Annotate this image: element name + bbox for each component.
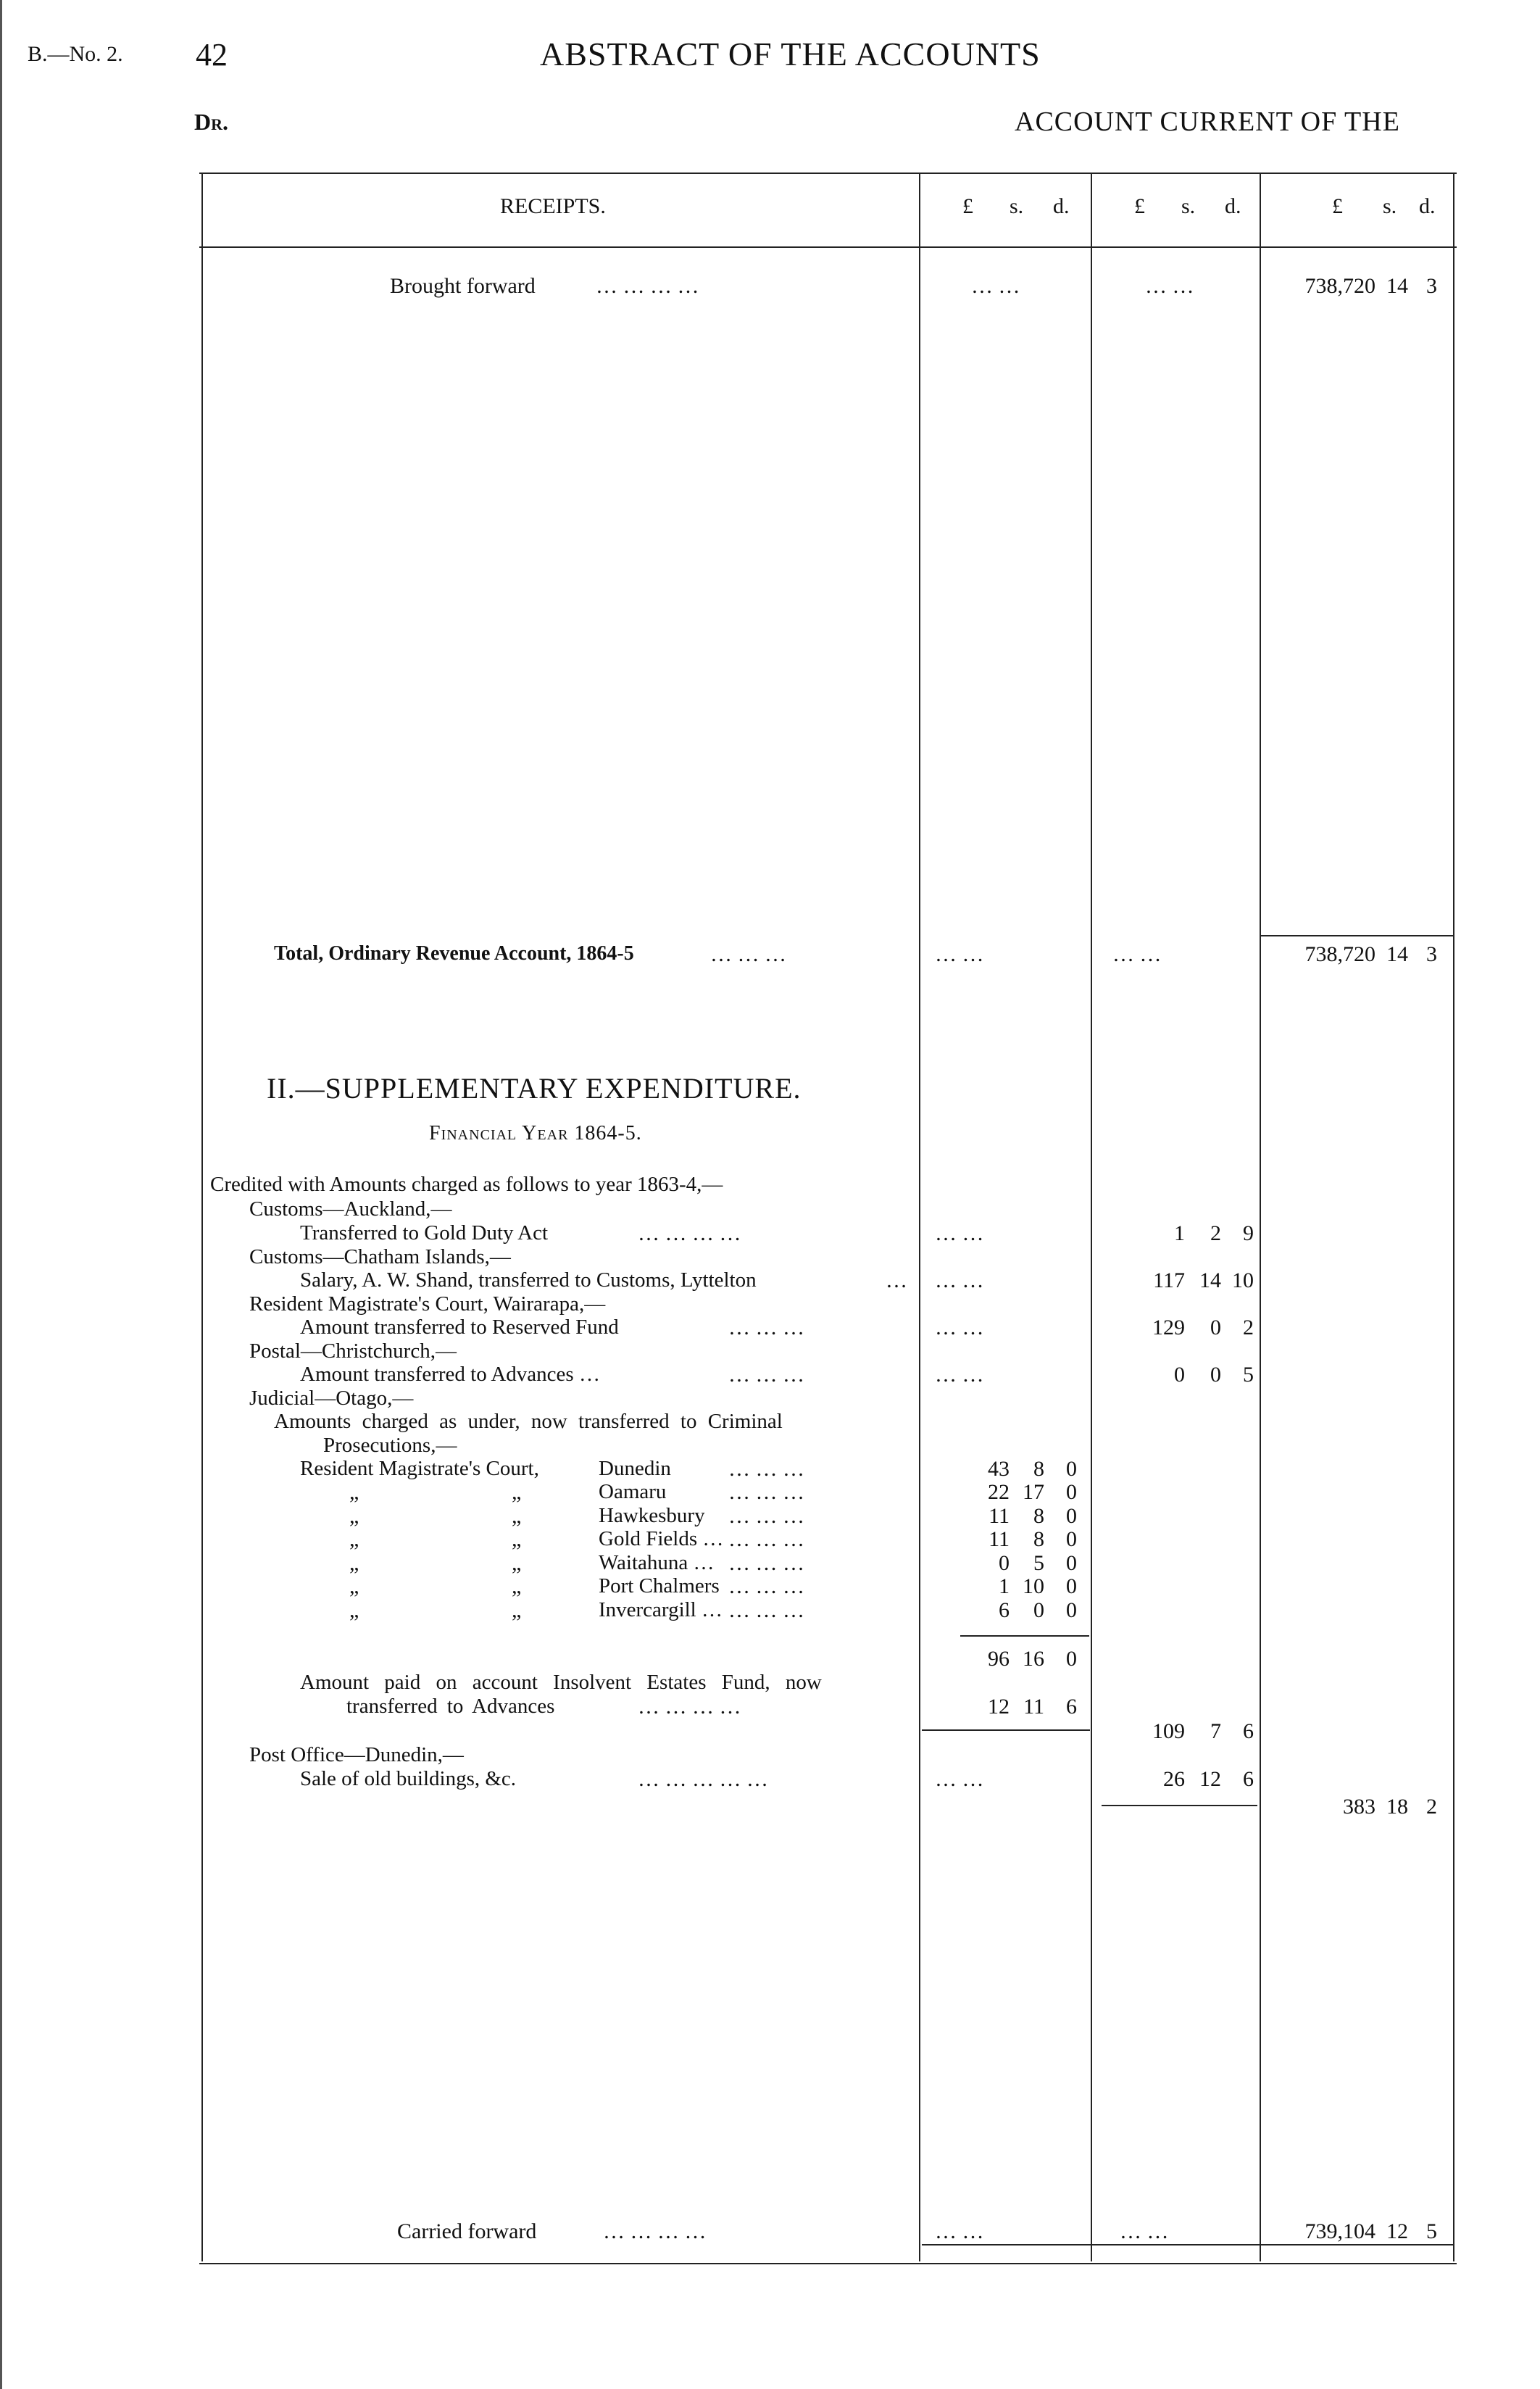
court-name: Waitahuna … — [599, 1551, 715, 1574]
court-name: Gold Fields … — [599, 1527, 724, 1550]
pounds-value: 117 — [1153, 1268, 1185, 1292]
post-office-heading: Post Office—Dunedin,— — [249, 1743, 464, 1766]
shillings-value: 0 — [1210, 1316, 1221, 1339]
carried-forward-label: Carried forward — [397, 2219, 537, 2243]
column-1-placeholder: … … — [935, 2219, 984, 2243]
pounds-value: 383 — [1343, 1795, 1375, 1819]
ditto-mark: „ — [512, 1598, 522, 1622]
brought-forward-label: Brought forward — [390, 274, 536, 298]
column-1-placeholder: … … — [935, 1767, 984, 1791]
table-bottom-rule — [199, 2263, 1457, 2264]
ditto-mark: „ — [512, 1504, 522, 1528]
page-number: 42 — [196, 37, 228, 72]
total-ordinary-amount — [1260, 942, 1453, 971]
pence-header: d. — [1053, 194, 1070, 218]
subtotal-rule — [960, 1635, 1089, 1637]
shillings-value: 11 — [1023, 1695, 1044, 1719]
pence-value: 2 — [1426, 1795, 1437, 1819]
shillings-value: 14 — [1199, 1268, 1221, 1292]
brought-forward-total — [1260, 274, 1453, 303]
insolvent-line-1: Amount paid on account Insolvent Estates Fund, now — [300, 1671, 822, 1694]
pence-header: d. — [1225, 194, 1241, 218]
pounds-value: 11 — [988, 1504, 1010, 1528]
ditto-mark: „ — [512, 1574, 522, 1598]
column-divider-1 — [919, 174, 920, 2261]
pounds-value: 1 — [1174, 1221, 1185, 1245]
shillings-value: 17 — [1023, 1480, 1044, 1504]
column-header-2 — [1091, 194, 1260, 223]
column-2-placeholder: … … — [1145, 274, 1194, 298]
rm-court-label: Resident Magistrate's Court, — [300, 1457, 539, 1480]
leader-dots: … … … — [728, 1504, 804, 1528]
pence-value: 0 — [1066, 1504, 1077, 1528]
account-current-heading: ACCOUNT CURRENT OF THE — [1015, 107, 1400, 137]
leader-dots: … … … … … — [638, 1767, 768, 1791]
leader-dots: … … … … — [603, 2219, 707, 2243]
court-name: Invercargill … — [599, 1598, 723, 1621]
ditto-mark: „ — [512, 1527, 522, 1551]
customs-chatham-heading: Customs—Chatham Islands,— — [249, 1245, 511, 1268]
pence-value: 9 — [1243, 1221, 1254, 1245]
credited-line: Credited with Amounts charged as follows to year 1863-4,— — [210, 1173, 723, 1196]
table-right-border — [1453, 174, 1454, 2261]
rm-wairarapa-heading: Resident Magistrate's Court, Wairarapa,— — [249, 1292, 606, 1316]
column-1-placeholder: … … — [935, 1268, 984, 1292]
ditto-mark: „ — [349, 1574, 359, 1598]
court-name: Oamaru — [599, 1480, 667, 1503]
shillings-value: 12 — [1386, 2219, 1408, 2243]
ditto-mark: „ — [349, 1527, 359, 1551]
column-header-3 — [1260, 194, 1453, 223]
column-1-placeholder: … … — [935, 1363, 984, 1387]
total-rule — [1260, 935, 1453, 936]
pence-value: 0 — [1066, 1647, 1077, 1671]
leader-dots: … … … … — [638, 1221, 741, 1245]
supplementary-total — [1260, 1795, 1453, 1824]
pounds-value: 11 — [988, 1527, 1010, 1551]
ditto-mark: „ — [349, 1598, 359, 1622]
court-amount — [919, 1598, 1091, 1627]
shillings-value: 12 — [1199, 1767, 1221, 1791]
table-header-rule — [199, 246, 1457, 248]
pence-value: 0 — [1066, 1574, 1077, 1598]
leader-dots: … — [886, 1268, 907, 1292]
pence-value: 5 — [1426, 2219, 1437, 2243]
shillings-header: s. — [1010, 194, 1024, 218]
leader-dots: … … … — [728, 1363, 804, 1387]
pence-value: 0 — [1066, 1527, 1077, 1551]
shillings-header: s. — [1181, 194, 1196, 218]
pence-value: 10 — [1232, 1268, 1254, 1292]
pence-value: 6 — [1066, 1695, 1077, 1719]
salary-amount — [1091, 1268, 1260, 1297]
judicial-otago-heading: Judicial—Otago,— — [249, 1387, 414, 1410]
pence-value: 0 — [1066, 1480, 1077, 1504]
leader-dots: … … … — [728, 1527, 804, 1551]
pounds-value: 43 — [988, 1457, 1010, 1481]
shillings-value: 14 — [1386, 942, 1408, 966]
pence-value: 0 — [1066, 1457, 1077, 1481]
column-divider-3 — [1260, 174, 1261, 2261]
pounds-value: 26 — [1163, 1767, 1185, 1791]
pence-value: 5 — [1243, 1363, 1254, 1387]
scan-edge-line — [0, 0, 2, 2389]
pounds-header: £ — [962, 194, 973, 218]
pounds-header: £ — [1134, 194, 1145, 218]
column-2-placeholder: … … — [1112, 942, 1162, 966]
insolvent-amount — [919, 1695, 1091, 1724]
leader-dots: … … … — [728, 1598, 804, 1622]
document-reference: B.—No. 2. — [28, 42, 123, 66]
shillings-value: 8 — [1033, 1504, 1044, 1528]
ditto-mark: „ — [349, 1551, 359, 1575]
column-1-placeholder: … … — [935, 942, 984, 966]
pounds-value: 96 — [988, 1647, 1010, 1671]
leader-dots: … … … — [710, 942, 786, 966]
leader-dots: … … … … — [638, 1695, 741, 1719]
pounds-value: 22 — [988, 1480, 1010, 1504]
subtotal-rule — [922, 1729, 1090, 1731]
advances-label: Amount transferred to Advances … — [300, 1363, 600, 1386]
shillings-value: 5 — [1033, 1551, 1044, 1575]
subtotal-rule — [1102, 1805, 1257, 1806]
pounds-value: 12 — [988, 1695, 1010, 1719]
leader-dots: … … … — [728, 1316, 804, 1339]
leader-dots: … … … — [728, 1551, 804, 1575]
leader-dots: … … … — [728, 1574, 804, 1598]
insolvent-line-2: transferred to Advances — [346, 1695, 555, 1718]
column-1-placeholder: … … — [935, 1316, 984, 1339]
pounds-value: 129 — [1152, 1316, 1185, 1339]
pence-header: d. — [1419, 194, 1436, 218]
column-2-placeholder: … … — [1120, 2219, 1169, 2243]
pounds-value: 0 — [1174, 1363, 1185, 1387]
table-top-rule — [199, 173, 1457, 174]
column-1-placeholder: … … — [935, 1221, 984, 1245]
column-header-1 — [919, 194, 1091, 223]
salary-label: Salary, A. W. Shand, transferred to Customs, Lyttelton — [300, 1268, 757, 1292]
shillings-value: 18 — [1386, 1795, 1408, 1819]
courts-subtotal — [919, 1647, 1091, 1676]
shillings-value: 0 — [1033, 1598, 1044, 1622]
receipts-heading: RECEIPTS. — [500, 194, 606, 218]
pence-value: 3 — [1426, 274, 1437, 298]
shillings-value: 10 — [1023, 1574, 1044, 1598]
table-left-border — [201, 174, 203, 2261]
pence-value: 3 — [1426, 942, 1437, 966]
page-title: ABSTRACT OF THE ACCOUNTS — [540, 36, 1041, 72]
ditto-mark: „ — [349, 1504, 359, 1528]
pence-value: 0 — [1066, 1598, 1077, 1622]
pence-value: 6 — [1243, 1767, 1254, 1791]
sale-label: Sale of old buildings, &c. — [300, 1767, 517, 1790]
ditto-mark: „ — [512, 1551, 522, 1575]
customs-auckland-heading: Customs—Auckland,— — [249, 1197, 452, 1221]
pounds-header: £ — [1332, 194, 1343, 218]
court-name: Port Chalmers — [599, 1574, 720, 1597]
postal-christchurch-heading: Postal—Christchurch,— — [249, 1339, 457, 1363]
debit-marker: Dr. — [194, 109, 228, 135]
section-heading: II.—SUPPLEMENTARY EXPENDITURE. — [267, 1072, 802, 1105]
pence-value: 0 — [1066, 1551, 1077, 1575]
shillings-value: 0 — [1210, 1363, 1221, 1387]
pounds-value: 1 — [999, 1574, 1010, 1598]
gold-duty-label: Transferred to Gold Duty Act — [300, 1221, 549, 1245]
amounts-charged-line: Amounts charged as under, now transferred to Criminal — [274, 1410, 783, 1433]
shillings-value: 2 — [1210, 1221, 1221, 1245]
column-1-placeholder: … … — [971, 274, 1020, 298]
shillings-value: 7 — [1210, 1719, 1221, 1743]
pence-value: 2 — [1243, 1316, 1254, 1339]
sale-amount — [1091, 1767, 1260, 1796]
pounds-value: 739,104 — [1304, 2219, 1375, 2243]
pounds-value: 738,720 — [1304, 942, 1375, 966]
shillings-value: 8 — [1033, 1527, 1044, 1551]
shillings-value: 16 — [1023, 1647, 1044, 1671]
gold-duty-amount — [1091, 1221, 1260, 1250]
pounds-value: 6 — [999, 1598, 1010, 1622]
carried-forward-total — [1260, 2219, 1453, 2248]
pence-value: 6 — [1243, 1719, 1254, 1743]
shillings-header: s. — [1383, 194, 1397, 218]
court-name: Dunedin — [599, 1457, 671, 1480]
leader-dots: … … … — [728, 1480, 804, 1504]
judicial-total — [1091, 1719, 1260, 1748]
ditto-mark: „ — [349, 1480, 359, 1504]
section-subheading: Financial Year 1864-5. — [429, 1122, 642, 1144]
pounds-value: 109 — [1152, 1719, 1185, 1743]
leader-dots: … … … … — [596, 274, 699, 298]
shillings-value: 8 — [1033, 1457, 1044, 1481]
reserved-fund-amount — [1091, 1316, 1260, 1345]
court-name: Hawkesbury — [599, 1504, 705, 1527]
column-divider-2 — [1091, 174, 1092, 2261]
total-ordinary-label: Total, Ordinary Revenue Account, 1864-5 — [274, 942, 634, 965]
leader-dots: … … … — [728, 1457, 804, 1481]
reserved-fund-label: Amount transferred to Reserved Fund — [300, 1316, 619, 1339]
ditto-mark: „ — [512, 1480, 522, 1504]
advances-amount — [1091, 1363, 1260, 1392]
prosecutions-line: Prosecutions,— — [323, 1434, 457, 1457]
pounds-value: 738,720 — [1304, 274, 1375, 298]
pounds-value: 0 — [999, 1551, 1010, 1575]
shillings-value: 14 — [1386, 274, 1408, 298]
